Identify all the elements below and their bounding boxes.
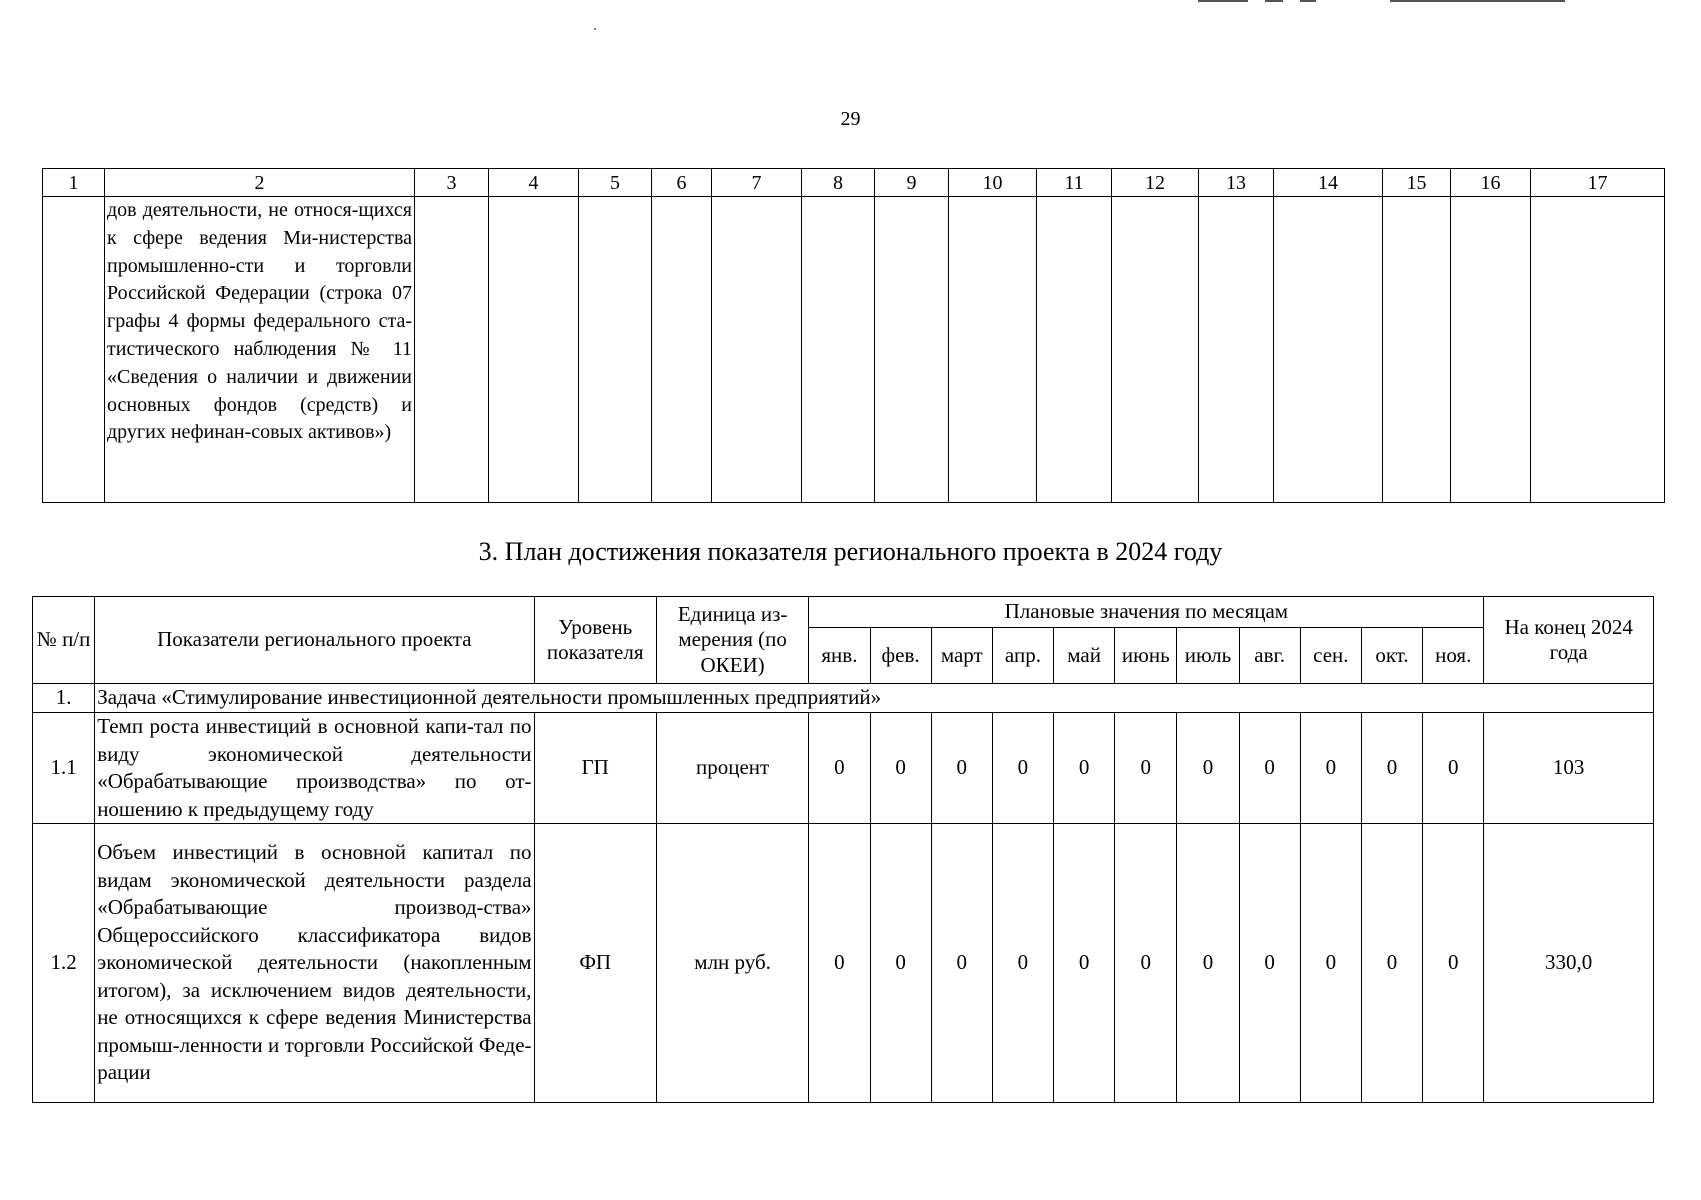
scan-artifact-line bbox=[1265, 0, 1283, 2]
continuation-row bbox=[43, 197, 1665, 503]
indicator-unit: процент bbox=[656, 713, 808, 824]
empty-cell bbox=[43, 197, 105, 503]
plan-table bbox=[32, 596, 1654, 1103]
indicator-row bbox=[33, 824, 1654, 1103]
month-header: янв. bbox=[809, 628, 870, 684]
month-value: 0 bbox=[809, 824, 870, 1103]
indicator-row bbox=[33, 713, 1654, 824]
section-title: 3. План достижения показателя регионального проекта в 2024 году bbox=[478, 537, 1223, 566]
column-number: 9 bbox=[875, 169, 949, 197]
empty-cell bbox=[489, 197, 579, 503]
month-value: 0 bbox=[1361, 713, 1422, 824]
month-value: 0 bbox=[1300, 824, 1361, 1103]
column-number: 7 bbox=[712, 169, 802, 197]
header-unit: Единица из-мерения (по ОКЕИ) bbox=[656, 597, 808, 684]
month-value: 0 bbox=[1423, 824, 1484, 1103]
indicator-level: ГП bbox=[534, 713, 656, 824]
month-value: 0 bbox=[931, 824, 992, 1103]
month-header: май bbox=[1054, 628, 1115, 684]
month-header: авг. bbox=[1239, 628, 1300, 684]
column-number: 12 bbox=[1112, 169, 1199, 197]
column-number: 10 bbox=[949, 169, 1037, 197]
month-value: 0 bbox=[1300, 713, 1361, 824]
indicator-num: 1.1 bbox=[33, 713, 95, 824]
empty-cell bbox=[949, 197, 1037, 503]
empty-cell bbox=[652, 197, 712, 503]
task-title: Задача «Стимулирование инвестиционной деятельности промышленных предприятий» bbox=[95, 684, 1654, 713]
indicator-name: Темп роста инвестиций в основной капи-тал по виду экономической деятельности «Обрабатывающие производства» по от-ношению к предыдущему году bbox=[95, 713, 534, 824]
column-number: 5 bbox=[579, 169, 652, 197]
column-number: 8 bbox=[802, 169, 875, 197]
month-header: июнь bbox=[1115, 628, 1177, 684]
scan-artifact-line bbox=[1300, 0, 1316, 2]
empty-cell bbox=[1451, 197, 1531, 503]
indicator-level: ФП bbox=[534, 824, 656, 1103]
scan-artifact-line bbox=[1198, 0, 1248, 2]
header-monthly-values: Плановые значения по месяцам bbox=[809, 597, 1484, 628]
year-end-value: 330,0 bbox=[1484, 824, 1654, 1103]
month-header: апр. bbox=[992, 628, 1053, 684]
indicator-num: 1.2 bbox=[33, 824, 95, 1103]
month-value: 0 bbox=[1239, 713, 1300, 824]
column-number: 3 bbox=[415, 169, 489, 197]
month-value: 0 bbox=[1115, 713, 1177, 824]
header-level: Уровень показателя bbox=[534, 597, 656, 684]
month-value: 0 bbox=[1423, 713, 1484, 824]
month-value: 0 bbox=[1054, 824, 1115, 1103]
empty-cell bbox=[875, 197, 949, 503]
month-value: 0 bbox=[870, 824, 931, 1103]
month-value: 0 bbox=[1177, 824, 1239, 1103]
column-number: 13 bbox=[1199, 169, 1274, 197]
header-indicator-name: Показатели регионального проекта bbox=[95, 597, 534, 684]
indicator-text-continued bbox=[105, 197, 415, 503]
empty-cell bbox=[1383, 197, 1451, 503]
month-value: 0 bbox=[809, 713, 870, 824]
empty-cell bbox=[1274, 197, 1383, 503]
indicator-name: Объем инвестиций в основной капитал по видам экономической деятельности раздела «Обрабатывающие производ-ства» Общероссийского классификатора видов экономической деятельности (накопленным итогом), за исключением видов деятельности, не относящихся к сфере ведения Министерства промыш-ленности и торговли Российской Феде-рации bbox=[95, 824, 534, 1103]
indicator-unit: млн руб. bbox=[656, 824, 808, 1103]
header-row bbox=[33, 597, 1654, 628]
month-value: 0 bbox=[931, 713, 992, 824]
header-num: № п/п bbox=[33, 597, 95, 684]
empty-cell bbox=[579, 197, 652, 503]
continued-text: дов деятельности, не относя-щихся к сфере ведения Ми-нистерства промышленно-сти и торговли Российской Федерации (строка 07 графы 4 формы федерального ста-тистического наблюдения № 11 «Сведения о наличии и движении основных фондов (средств) и других нефинан-совых активов») bbox=[107, 199, 412, 444]
column-number-row bbox=[43, 169, 1665, 197]
month-header: июль bbox=[1177, 628, 1239, 684]
empty-cell bbox=[1199, 197, 1274, 503]
month-header: окт. bbox=[1361, 628, 1422, 684]
column-number: 1 bbox=[43, 169, 105, 197]
column-number: 11 bbox=[1037, 169, 1112, 197]
empty-cell bbox=[415, 197, 489, 503]
task-row bbox=[33, 684, 1654, 713]
month-value: 0 bbox=[1115, 824, 1177, 1103]
year-end-value: 103 bbox=[1484, 713, 1654, 824]
empty-cell bbox=[712, 197, 802, 503]
scan-artifact-dot bbox=[594, 28, 596, 30]
month-header: фев. bbox=[870, 628, 931, 684]
empty-cell bbox=[802, 197, 875, 503]
month-value: 0 bbox=[870, 713, 931, 824]
month-header: март bbox=[931, 628, 992, 684]
empty-cell bbox=[1037, 197, 1112, 503]
column-number: 17 bbox=[1531, 169, 1665, 197]
column-number: 6 bbox=[652, 169, 712, 197]
month-value: 0 bbox=[1361, 824, 1422, 1103]
page-number: 29 bbox=[840, 108, 861, 130]
continuation-table bbox=[42, 168, 1665, 503]
column-number: 4 bbox=[489, 169, 579, 197]
month-value: 0 bbox=[992, 824, 1053, 1103]
month-value: 0 bbox=[1239, 824, 1300, 1103]
month-value: 0 bbox=[1054, 713, 1115, 824]
header-year-end: На конец 2024 года bbox=[1484, 597, 1654, 684]
empty-cell bbox=[1112, 197, 1199, 503]
month-header: ноя. bbox=[1423, 628, 1484, 684]
column-number: 15 bbox=[1383, 169, 1451, 197]
column-number: 14 bbox=[1274, 169, 1383, 197]
month-value: 0 bbox=[1177, 713, 1239, 824]
scan-artifact-line bbox=[1390, 0, 1565, 2]
empty-cell bbox=[1531, 197, 1665, 503]
column-number: 2 bbox=[105, 169, 415, 197]
column-number: 16 bbox=[1451, 169, 1531, 197]
task-num: 1. bbox=[33, 684, 95, 713]
month-header: сен. bbox=[1300, 628, 1361, 684]
month-value: 0 bbox=[992, 713, 1053, 824]
